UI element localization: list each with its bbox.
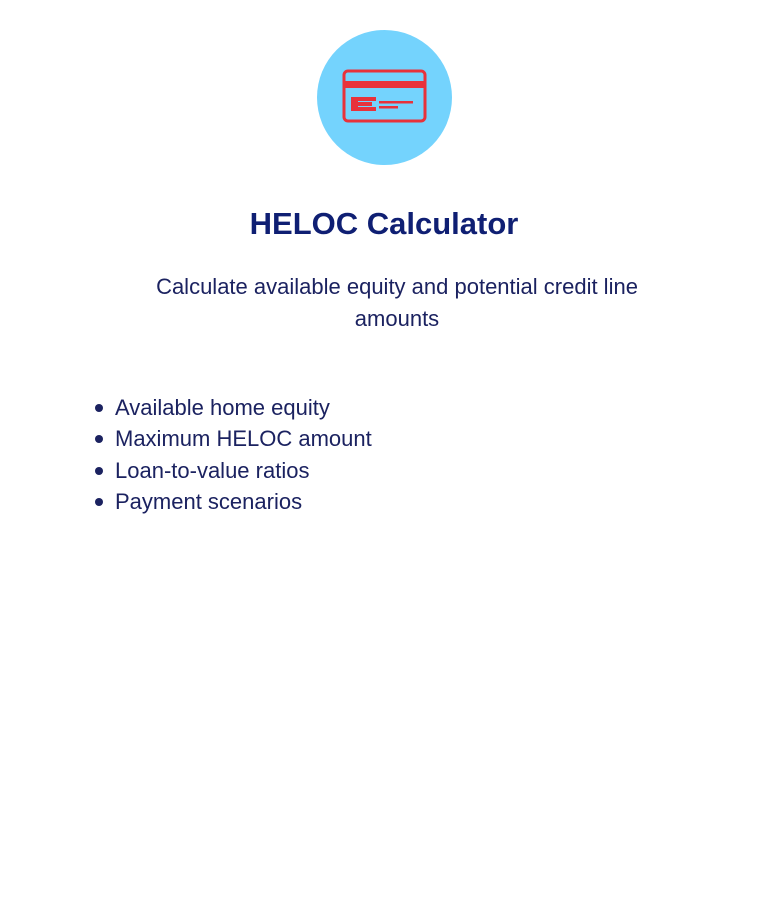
bullet-icon xyxy=(95,404,103,412)
feature-label: Payment scenarios xyxy=(115,488,303,514)
feature-item xyxy=(91,423,372,454)
bullet-icon xyxy=(95,498,103,506)
bullet-icon xyxy=(95,435,103,443)
feature-item xyxy=(91,486,372,517)
card-title: HELOC Calculator xyxy=(249,206,519,241)
credit-card-icon xyxy=(341,68,428,128)
feature-label: Maximum HELOC amount xyxy=(115,426,372,452)
icon-badge xyxy=(317,30,452,165)
card-description: Calculate available equity and potential credit line amounts xyxy=(156,274,638,331)
bullet-icon xyxy=(95,467,103,475)
feature-item xyxy=(91,392,372,423)
feature-item xyxy=(91,455,372,486)
feature-label: Available home equity xyxy=(115,395,330,420)
feature-label: Loan-to-value ratios xyxy=(115,457,310,483)
feature-list xyxy=(91,392,372,517)
